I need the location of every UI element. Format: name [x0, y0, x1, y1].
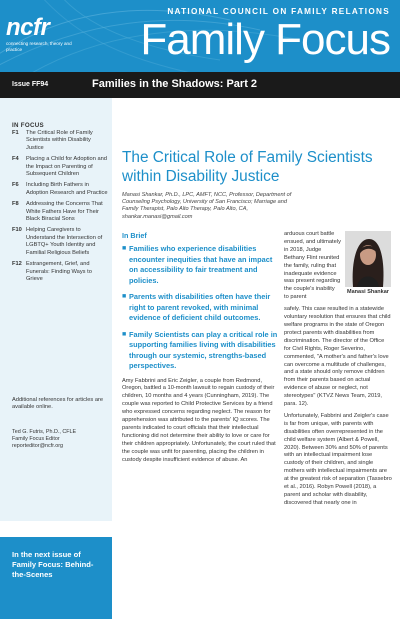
masthead [0, 0, 400, 72]
body-text [284, 306, 392, 508]
body-text [122, 378, 278, 465]
in-focus-heading: IN FOCUS [12, 122, 44, 129]
bullet-icon: ■ [122, 293, 127, 300]
paragraph: Unfortunately, Fabbrini and Zeigler's case is far from unique, with parents with disabilities often overrepresented in the child welfare system (Albert & Powell, 2020). Between 30% and 50% of parents with an intellectual impairment lose custody of their children, and single mothers with intellectual impairments are at the greatest risk of separation (Tassebro et al., 2016). Robyn Powell (2018), a parent and scholar with disability, discovered that nearly one in [284, 412, 392, 506]
toc-title: Addressing the Concerns That White Fathers Have for Their Black Biracial Sons [26, 201, 103, 223]
org-name: NATIONAL COUNCIL ON FAMILY RELATIONS [167, 7, 390, 16]
sidebar [0, 98, 112, 579]
editor-name: Ted G. Futris, Ph.D., CFLE [12, 429, 77, 435]
editor-email[interactable]: reporteditor@ncfr.org [12, 443, 64, 449]
toc-item[interactable] [12, 130, 108, 152]
next-issue-box [0, 537, 112, 619]
in-brief-heading: In Brief [122, 231, 147, 240]
ncfr-logo [6, 16, 76, 52]
article-byline: Manasi Shankar, Ph.D., LPC, AMFT, NCC, Professor, Department of Counseling Psychology, University of San Francisco; Marriage and Family Therapist, Palo Alto Therapy, Palo Alto, CA, shankar.manasi@gmail.com [122, 192, 292, 220]
editor-role: Family Focus Editor [12, 436, 60, 442]
magazine-title: Family Focus [140, 15, 390, 64]
article-column-1 [122, 231, 278, 468]
toc-page: F10 [12, 227, 22, 234]
toc-item[interactable] [12, 156, 108, 178]
toc-item[interactable] [12, 227, 108, 257]
toc-page: F1 [12, 130, 19, 136]
toc-title: Including Birth Fathers in Adoption Research and Practice [26, 182, 108, 196]
brief-item [122, 292, 278, 324]
section-title: Families in the Shadows: Part 2 [92, 78, 258, 90]
bullet-icon: ■ [122, 330, 127, 338]
brief-text: Parents with disabilities often have their right to parent revoked, with minimal evidence of deficient child outcomes. [129, 292, 271, 322]
toc-item[interactable] [12, 261, 108, 283]
toc-item[interactable] [12, 201, 108, 223]
issue-band [0, 72, 400, 98]
brief-item [122, 330, 278, 372]
toc-title: Placing a Child for Adoption and the Impact on Parenting of Subsequent Children [26, 156, 107, 178]
table-of-contents [12, 130, 108, 287]
photo-caption: Manasi Shankar [347, 289, 389, 295]
paragraph: Amy Fabbrini and Eric Zeigler, a couple from Redmond, Oregon, battled a 10-month lawsuit to regain custody of their children, 10 months and 4 years (Cunningham, 2019). The couple was reported to Child Protective Services by a friend who expressed concerns regarding neglect. The reason for apprehension was attributed to the parents' IQ scores. The parents indicated to court officials that their intellectual functioning did not determine their ability to love or care for their children appropriately. Unfortunately, the court ruled that the couple was unfit for parenting, placing the children in custody despite insufficient evidence of abuse. An [122, 377, 276, 463]
editor-block [12, 429, 108, 450]
brief-text: Family Scientists can play a critical role in supporting families living with disabilities through our systemic, strengths-based perspectives. [129, 329, 278, 370]
portrait-image [345, 231, 391, 287]
issue-number: Issue FF94 [12, 81, 49, 88]
toc-page: F8 [12, 201, 19, 208]
brief-text: Families who experience disabilities encounter inequities that have an impact on accessibility to fair treatment and policies. [129, 244, 273, 285]
logo-text: ncfr [6, 14, 50, 41]
body-text [284, 231, 341, 302]
article-title: The Critical Role of Family Scientists within Disability Justice [122, 149, 373, 185]
toc-title: Helping Caregivers to Understand the Intersection of LGBTQ+ Youth Identity and Familial Religious Beliefs [26, 227, 103, 256]
bullet-icon: ■ [122, 245, 127, 252]
paragraph: safely. This case resulted in a statewide voluntary resolution that ensures that child welfare programs in the state of Oregon protect parents with disabilities from discrimination. The director of the Office for Civil Rights, Roger Severino, commented, "A mother's and father's love can overcome a multitude of challenges, and a state should only remove children from their parents based on actual evidence of abuse or neglect, not stereotypes" (KTVZ News Team, 2019, para. 12). [284, 306, 391, 408]
toc-title: The Critical Role of Family Scientists within Disability Justice [26, 130, 93, 151]
toc-page: F4 [12, 156, 19, 163]
article-column-2 [284, 231, 392, 512]
additional-references-note: Additional references for articles are available online. [12, 397, 104, 411]
toc-title: Estrangement, Grief, and Funerals: Finding Ways to Grieve [26, 261, 92, 282]
next-issue-text: In the next issue of Family Focus: Behind-the-Scenes [12, 550, 94, 579]
logo-tagline: connecting research, theory and practice [6, 41, 72, 52]
toc-page: F6 [12, 182, 19, 189]
author-photo [345, 231, 391, 287]
toc-item[interactable] [12, 182, 108, 197]
brief-item [122, 244, 278, 286]
paragraph: arduous court battle ensued, and ultimately in 2018, Judge Bethany Flint reunited the family, ruling that inadequate evidence was present regarding the couple's inability to parent [284, 231, 341, 301]
toc-page: F12 [12, 261, 22, 268]
